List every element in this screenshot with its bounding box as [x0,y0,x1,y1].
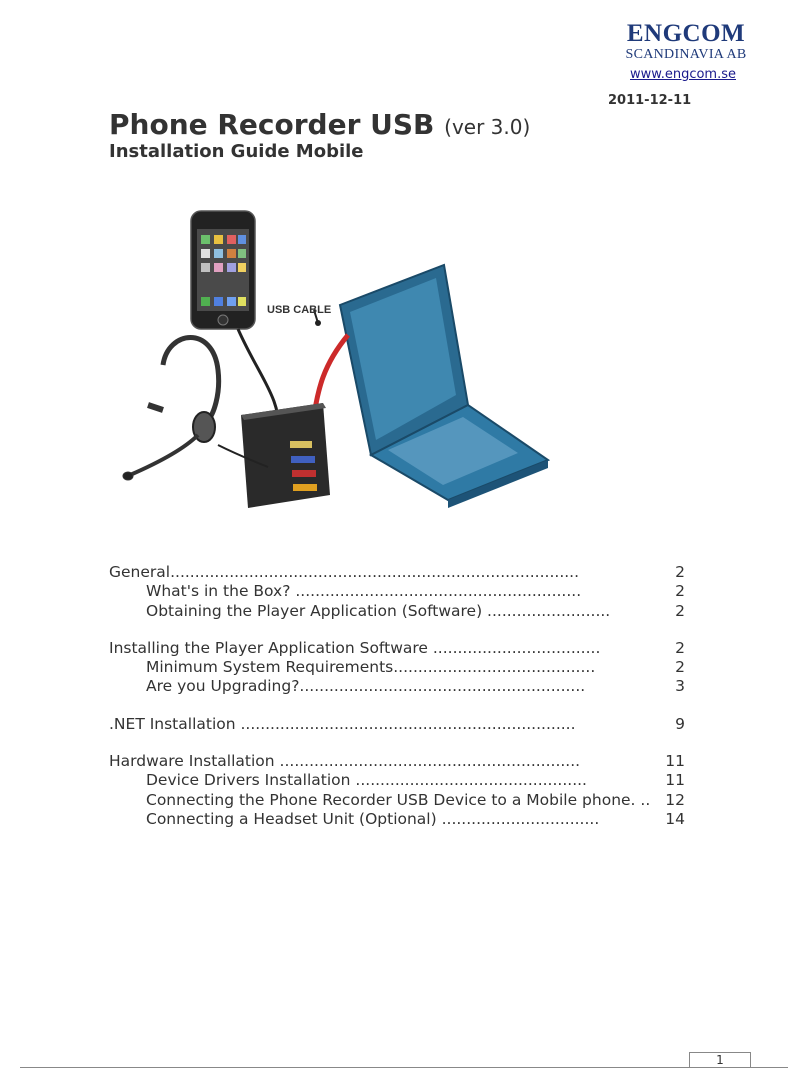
usb-cable-label: USB CABLE [267,304,332,316]
logo-name: ENGCOM [626,20,746,47]
toc-page-number: 2 [675,582,685,601]
table-of-contents [109,563,685,829]
toc-entry[interactable]: Connecting the Phone Recorder USB Device to a Mobile phone. .. 12 [146,790,685,809]
page-subtitle: Installation Guide Mobile [109,141,364,162]
logo-subtitle: SCANDINAVIA AB [625,47,747,62]
headset-image [123,338,268,481]
toc-entry[interactable]: .NET Installation .................................................................... 9 [109,714,685,733]
title-main: Phone Recorder USB [109,108,435,141]
toc-entry[interactable]: Installing the Player Application Software .................................. 2 [109,638,685,657]
title-version: (ver 3.0) [444,115,531,139]
toc-entry[interactable]: What's in the Box? .......................................................... 2 [146,582,685,601]
toc-page-number: 2 [675,638,685,657]
mobile-phone-image [191,211,255,329]
toc-page-number: 2 [675,658,685,677]
toc-page-number: 2 [675,601,685,620]
company-logo [621,20,751,62]
footer-divider [20,1067,788,1068]
toc-entry[interactable]: Minimum System Requirements......................................... 2 [146,658,685,677]
toc-page-number: 3 [675,677,685,696]
website-link[interactable]: www.engcom.se [630,67,736,82]
page-number: 1 [689,1052,751,1068]
toc-entry[interactable]: General................................................................................... 2 [109,563,685,581]
toc-entry[interactable]: Are you Upgrading?.......................................................... 3 [146,677,685,696]
page-title [109,108,530,141]
laptop-image [340,265,548,508]
toc-page-number: 9 [675,714,685,733]
product-illustration [118,205,558,520]
toc-entry[interactable]: Device Drivers Installation ............................................... 11 [146,771,685,790]
toc-page-number: 11 [665,752,685,771]
toc-entry[interactable]: Connecting a Headset Unit (Optional) ................................ 14 [146,809,685,828]
toc-page-number: 14 [665,809,685,828]
toc-page-number: 2 [675,563,685,581]
toc-page-number: 12 [665,790,685,809]
toc-entry[interactable]: Obtaining the Player Application (Software) ......................... 2 [146,601,685,620]
toc-page-number: 11 [665,771,685,790]
document-date: 2011-12-11 [608,93,692,108]
recorder-device-image [241,403,330,508]
toc-entry[interactable]: Hardware Installation ............................................................. 11 [109,752,685,771]
